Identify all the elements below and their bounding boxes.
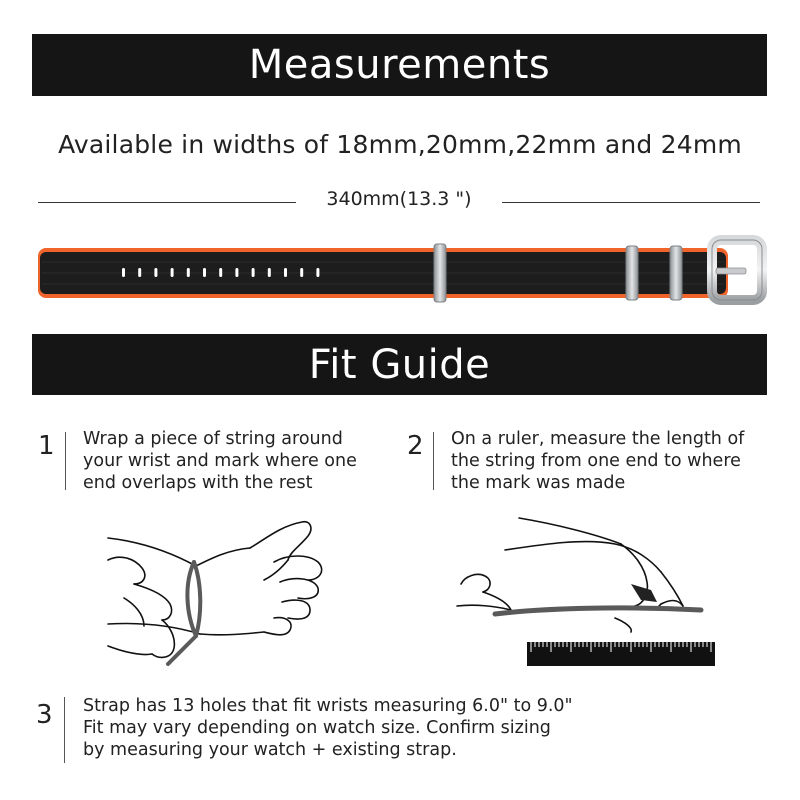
strap-hole [252, 268, 255, 277]
step-1-divider [65, 432, 66, 490]
step-2-number: 2 [407, 431, 424, 461]
step-1-text [83, 428, 357, 494]
dimension-line-right [502, 202, 760, 203]
strap-hole [268, 268, 271, 277]
step-3-divider [64, 697, 65, 763]
strap-hole [187, 268, 190, 277]
step-1-line: your wrist and mark where one [83, 451, 357, 471]
strap-hole [154, 268, 157, 277]
strap-length-label: 340mm(13.3 ") [326, 188, 472, 210]
strap-hole [316, 268, 319, 277]
wrist-string-illustration [104, 514, 334, 674]
step-3-line: Strap has 13 holes that fit wrists measuring 6.0" to 9.0" [83, 696, 573, 716]
strap-hole [235, 268, 238, 277]
measurements-banner [32, 34, 767, 96]
step-3-line: by measuring your watch + existing strap. [83, 740, 457, 760]
step-3-text [83, 695, 573, 761]
nato-strap-image [36, 232, 776, 322]
step-1-line: Wrap a piece of string around [83, 429, 343, 449]
step-3-number: 3 [36, 700, 53, 730]
step-3-line: Fit may vary depending on watch size. Confirm sizing [83, 718, 551, 738]
strap-hole [171, 268, 174, 277]
step-2-text [451, 428, 744, 494]
ruler-measure-illustration [455, 514, 717, 670]
measurements-heading: Measurements [248, 42, 551, 88]
strap-hole [284, 268, 287, 277]
strap-hole [138, 268, 141, 277]
step-2-divider [433, 432, 434, 490]
step-2-line: the string from one end to where [451, 451, 741, 471]
strap-hole [219, 268, 222, 277]
step-2-line: the mark was made [451, 473, 626, 493]
dimension-line-left [38, 202, 296, 203]
available-widths-text: Available in widths of 18mm,20mm,22mm and 24mm [58, 130, 742, 159]
step-1-line: end overlaps with the rest [83, 473, 313, 493]
strap-hole [203, 268, 206, 277]
strap-hole [122, 268, 125, 277]
strap-keeper [434, 244, 446, 302]
step-2-line: On a ruler, measure the length of [451, 429, 745, 449]
fit-guide-heading: Fit Guide [308, 341, 491, 388]
strap-hole [300, 268, 303, 277]
step-1-number: 1 [38, 431, 55, 461]
fit-guide-banner [32, 334, 767, 395]
